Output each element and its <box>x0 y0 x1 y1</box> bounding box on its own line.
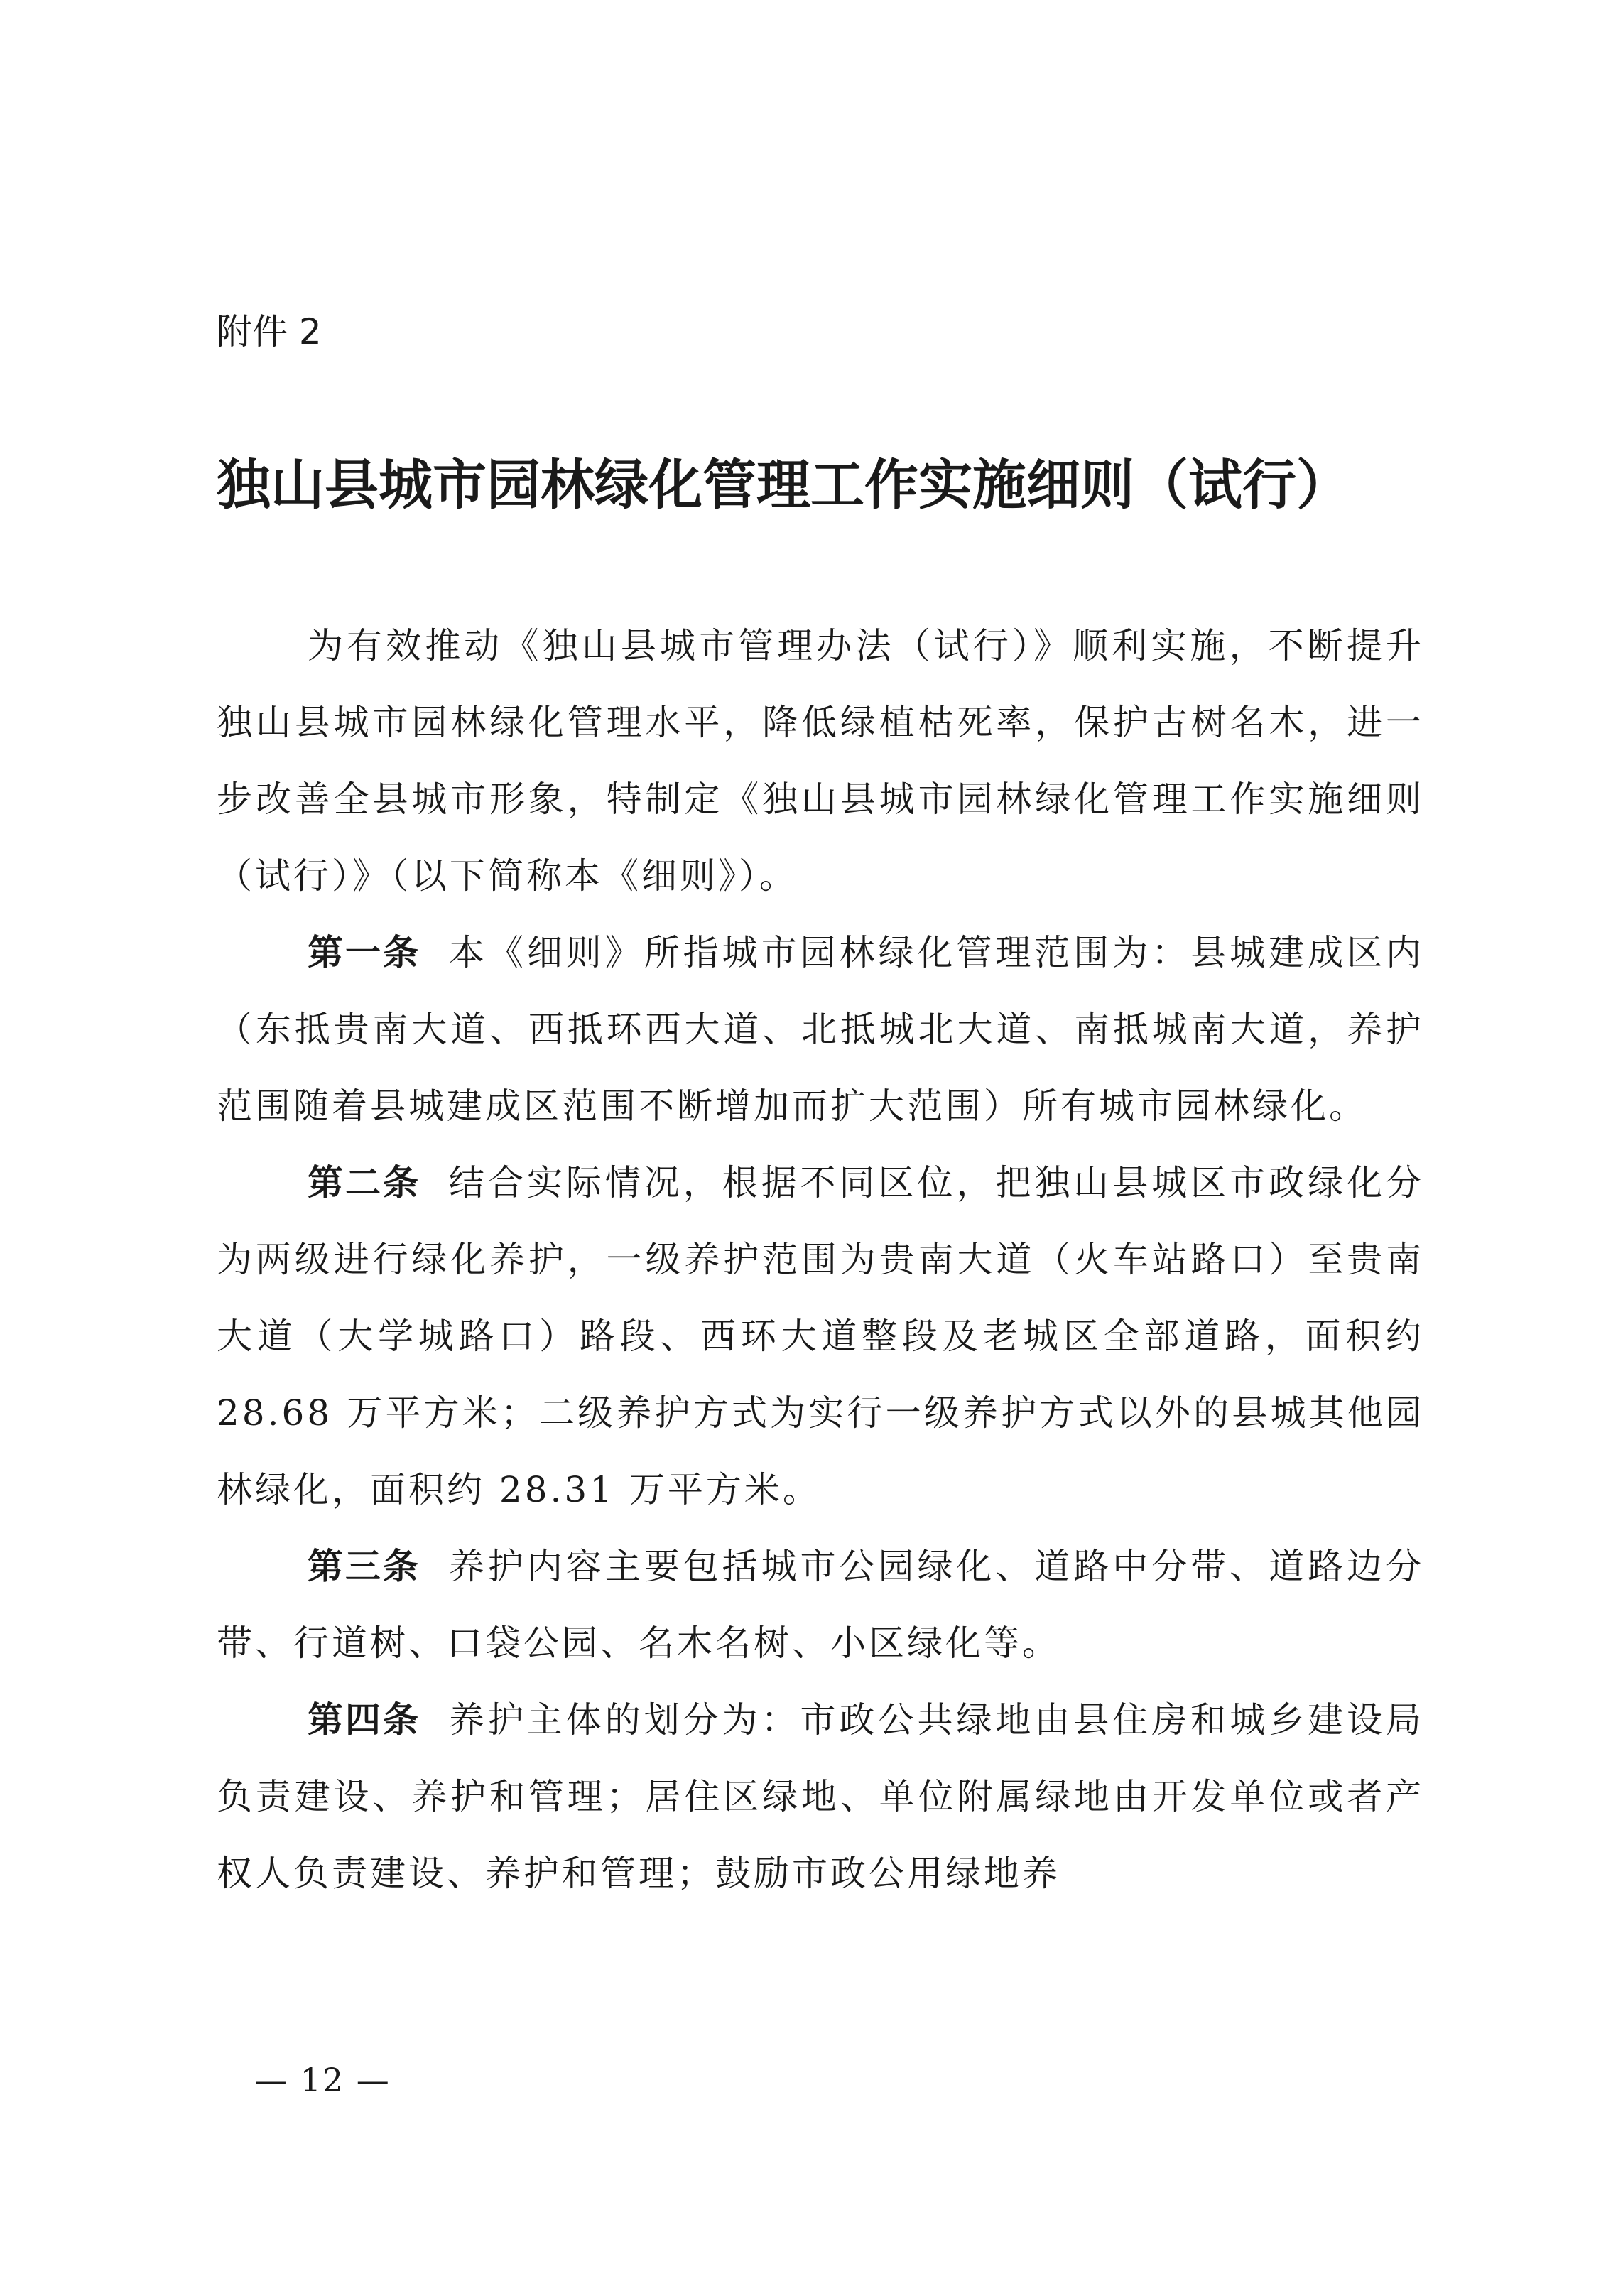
article-4-text: 养护主体的划分为：市政公共绿地由县住房和城乡建设局负责建设、养护和管理；居住区绿地、单位附属绿地由开发单位或者产权人负责建设、养护和管理；鼓励市政公用绿地养 <box>217 1699 1425 1894</box>
article-3-text: 养护内容主要包括城市公园绿化、道路中分带、道路边分带、行道树、口袋公园、名木名树、小区绿化等。 <box>217 1546 1425 1664</box>
document-title: 独山县城市园林绿化管理工作实施细则（试行） <box>217 453 1350 516</box>
article-3-heading: 第三条 <box>308 1546 420 1587</box>
article-1-text: 本《细则》所指城市园林绿化管理范围为：县城建成区内（东抵贵南大道、西抵环西大道、北抵城北大道、南抵城南大道，养护范围随着县城建成区范围不断增加而扩大范围）所有城市园林绿化。 <box>217 932 1425 1127</box>
article-1-heading: 第一条 <box>308 932 420 973</box>
intro-paragraph: 为有效推动《独山县城市管理办法（试行）》顺利实施，不断提升独山县城市园林绿化管理水平，降低绿植枯死率，保护古树名木，进一步改善全县城市形象，特制定《独山县城市园林绿化管理工作实施细则（试行）》（以下简称本《细则》）。 <box>217 625 1424 897</box>
page-number: — 12 — <box>254 2061 391 2099</box>
article-2 <box>217 1144 1424 1528</box>
article-4-heading: 第四条 <box>308 1699 420 1740</box>
article-4 <box>217 1682 1424 1912</box>
article-1 <box>217 914 1424 1144</box>
article-2-text: 结合实际情况，根据不同区位，把独山县城区市政绿化分为两级进行绿化养护，一级养护范围为贵南大道（火车站路口）至贵南大道（大学城路口）路段、西环大道整段及老城区全部道路，面积约 28.68 万平方米；二级养护方式为实行一级养护方式以外的县城其他园林绿化，面积约 28.31 万平方米。 <box>217 1162 1425 1510</box>
article-2-heading: 第二条 <box>308 1162 420 1203</box>
attachment-label: 附件 2 <box>217 311 322 352</box>
document-body <box>217 607 1424 1912</box>
article-3 <box>217 1528 1424 1682</box>
